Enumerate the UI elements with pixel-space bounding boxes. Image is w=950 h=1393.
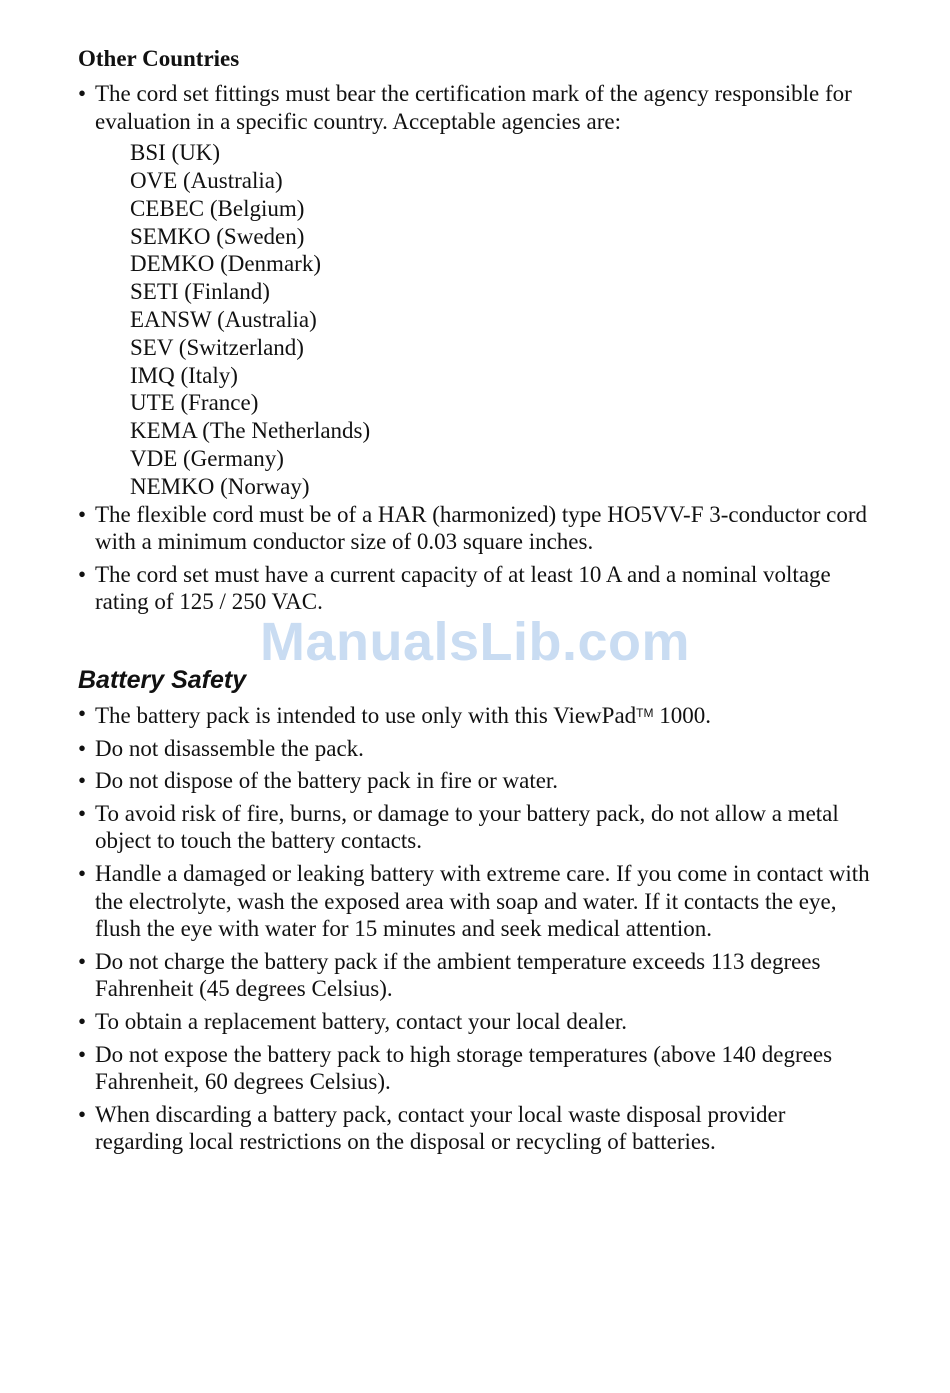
list-item xyxy=(78,948,878,1003)
watermark: ManualsLib.com xyxy=(259,612,691,672)
other-countries-list xyxy=(78,80,878,616)
agency-item: VDE (Germany) xyxy=(130,445,284,471)
bullet-glyph: • xyxy=(78,81,87,106)
other-countries-heading: Other Countries xyxy=(78,46,240,71)
bullet-glyph: • xyxy=(78,561,87,587)
list-item xyxy=(78,860,878,943)
bullet-glyph: • xyxy=(78,800,87,826)
list-item xyxy=(78,80,878,501)
flexible-cord-text: The flexible cord must be of a HAR (harmonized) type HO5VV-F 3-conductor cord with a minimum conductor size of 0.03 square inches. xyxy=(95,501,867,555)
agency-item: SEMKO (Sweden) xyxy=(130,223,305,249)
agency-item: OVE (Australia) xyxy=(130,167,283,193)
list-item xyxy=(78,561,878,616)
bullet-glyph: • xyxy=(78,768,87,794)
bullet-glyph: • xyxy=(78,1041,87,1067)
bullet-glyph: • xyxy=(78,1101,87,1127)
list-item xyxy=(78,501,878,556)
viewpad-model-text: 1000. xyxy=(653,703,711,728)
list-item xyxy=(78,1041,878,1096)
bullet-glyph: • xyxy=(78,948,87,974)
list-item-text: Handle a damaged or leaking battery with extreme care. If you come in contact with the electrolyte, wash the exposed area with soap and water. If it contacts the eye, flush the eye with water for 15 minutes and seek medical attention. xyxy=(95,860,870,942)
list-item xyxy=(78,1101,878,1156)
list-item xyxy=(78,767,878,795)
list-item-text: To avoid risk of fire, burns, or damage to your battery pack, do not allow a metal object to touch the battery contacts. xyxy=(95,800,839,854)
agency-item: NEMKO (Norway) xyxy=(130,473,310,499)
list-item-text: Do not expose the battery pack to high storage temperatures (above 140 degrees Fahrenheit, 60 degrees Celsius). xyxy=(95,1041,833,1095)
list-item xyxy=(78,800,878,855)
agency-item: IMQ (Italy) xyxy=(130,362,238,388)
list-item-text: When discarding a battery pack, contact your local waste disposal provider regarding local restrictions on the disposal or recycling of batteries. xyxy=(95,1101,786,1155)
trademark-mark: TM xyxy=(636,706,654,720)
agency-item: KEMA (The Netherlands) xyxy=(130,418,371,444)
bullet-glyph: • xyxy=(78,735,87,761)
bullet-glyph: • xyxy=(78,860,87,886)
bullet-glyph: • xyxy=(78,501,87,527)
battery-safety-heading: Battery Safety xyxy=(78,666,247,694)
agency-item: EANSW (Australia) xyxy=(130,306,317,332)
bullet-glyph: • xyxy=(78,1008,87,1034)
agency-item: SETI (Finland) xyxy=(130,279,270,305)
list-item-text: Do not dispose of the battery pack in fire or water. xyxy=(95,768,559,794)
agency-item: UTE (France) xyxy=(130,390,259,416)
current-capacity-text: The cord set must have a current capacity of at least 10 A and a nominal voltage rating of 125 / 250 VAC. xyxy=(95,561,831,615)
list-item xyxy=(78,700,878,730)
list-item-text: Do not charge the battery pack if the ambient temperature exceeds 113 degrees Fahrenheit (45 degrees Celsius). xyxy=(95,948,821,1002)
list-item-text: Do not disassemble the pack. xyxy=(95,735,364,761)
list-item xyxy=(78,735,878,763)
bullet-glyph: • xyxy=(78,701,87,726)
list-item-text: To obtain a replacement battery, contact your local dealer. xyxy=(95,1008,628,1034)
list-item xyxy=(78,1008,878,1036)
agency-item: CEBEC (Belgium) xyxy=(130,195,305,221)
agency-item: BSI (UK) xyxy=(130,140,221,166)
battery-safety-section xyxy=(78,700,878,1161)
viewpad-text: The battery pack is intended to use only with this ViewPad xyxy=(95,703,637,728)
battery-safety-list xyxy=(78,700,878,1156)
agency-list xyxy=(130,139,878,500)
agency-item: SEV (Switzerland) xyxy=(130,334,304,360)
cord-fittings-text: The cord set fittings must bear the certification mark of the agency responsible for evaluation in a specific country. Acceptable agencies are: xyxy=(95,81,852,134)
agency-item: DEMKO (Denmark) xyxy=(130,251,321,277)
other-countries-section xyxy=(78,44,878,621)
